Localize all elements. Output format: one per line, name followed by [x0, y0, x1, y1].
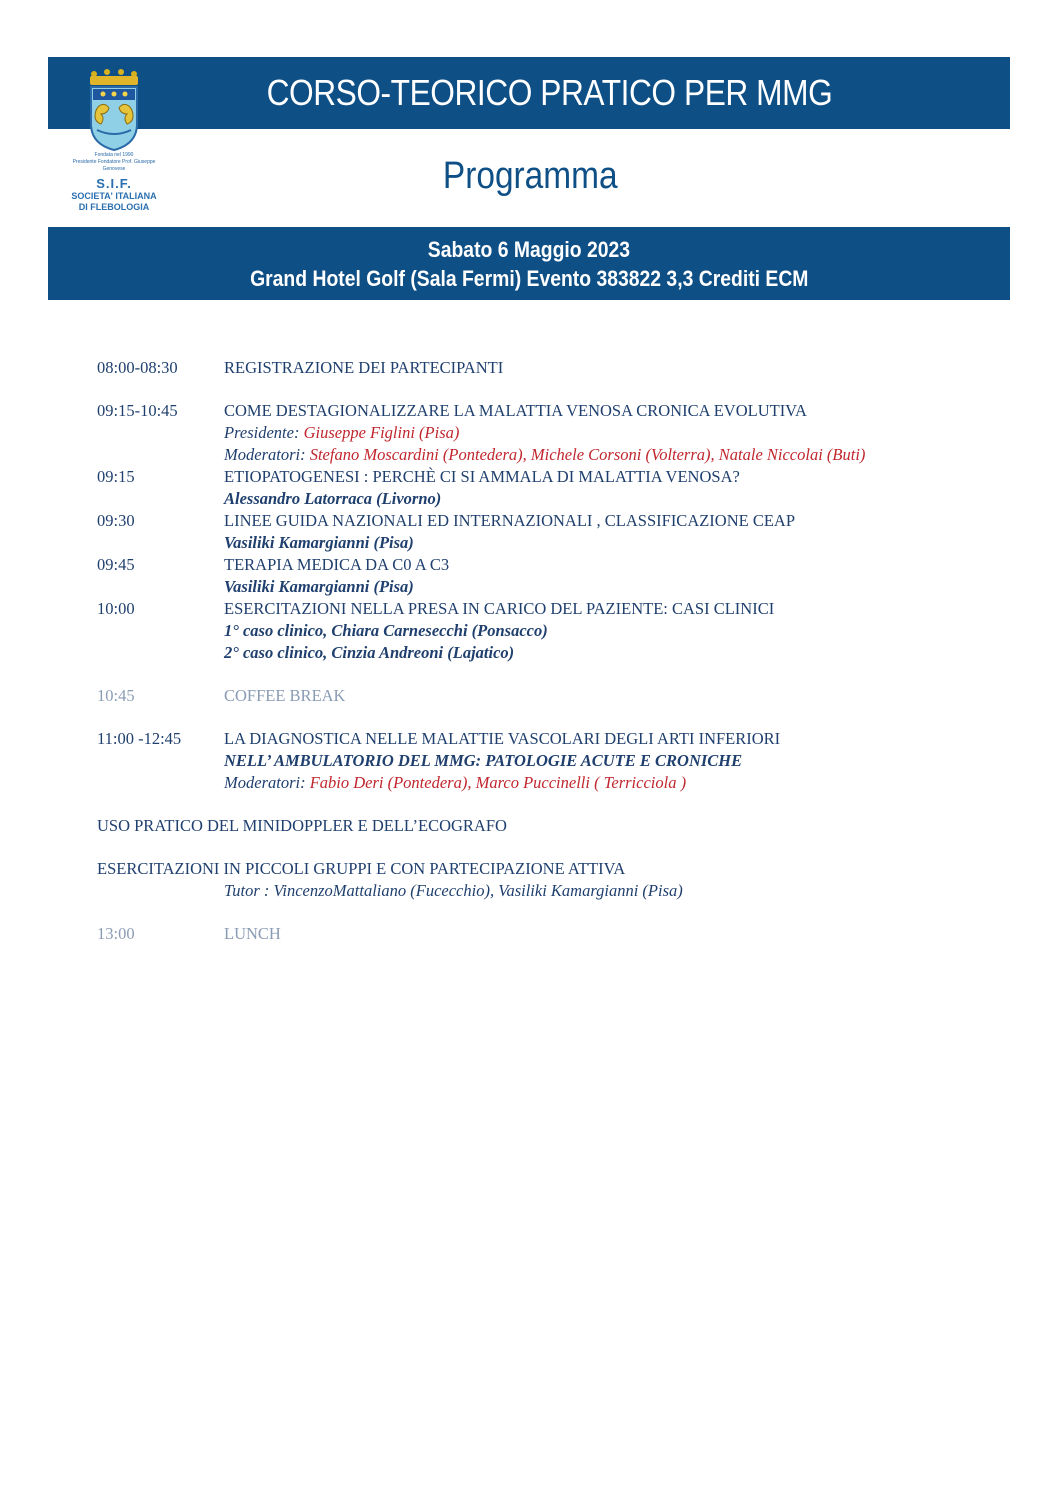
- speaker: Vasiliki Kamargianni (Pisa): [224, 577, 414, 596]
- session-time: 10:00: [97, 599, 135, 618]
- logo-founded: Fondata nel 1990: [94, 152, 134, 158]
- session-time: 09:45: [97, 555, 135, 574]
- program-row: [97, 598, 997, 664]
- session-time: 13:00: [97, 924, 135, 943]
- president-name: Giuseppe Figlini (Pisa): [303, 423, 460, 442]
- session-title: TERAPIA MEDICA DA C0 A C3: [224, 555, 450, 574]
- speaker: Vasiliki Kamargianni (Pisa): [224, 533, 414, 552]
- session-title: LA DIAGNOSTICA NELLE MALATTIE VASCOLARI DEGLI ARTI INFERIORI: [224, 729, 781, 748]
- session-time: 08:00-08:30: [97, 358, 178, 377]
- logo-founder: Presidente Fondatore Prof. Giuseppe Genovese: [72, 159, 156, 172]
- session-title: COME DESTAGIONALIZZARE LA MALATTIA VENOSA CRONICA EVOLUTIVA: [224, 401, 807, 420]
- moderators-line: Moderatori: Fabio Deri (Pontedera), Marco Puccinelli ( Terricciola ): [224, 773, 687, 792]
- session-title: ESERCITAZIONI NELLA PRESA IN CARICO DEL PAZIENTE: CASI CLINICI: [224, 599, 775, 618]
- moderators-names: Stefano Moscardini (Pontedera), Michele Corsoni (Volterra), Natale Niccolai (Buti): [309, 445, 866, 464]
- president-line: Presidente: Giuseppe Figlini (Pisa): [224, 423, 460, 442]
- program-heading: Programma: [442, 155, 618, 197]
- tutors-line: Tutor : VincenzoMattaliano (Fucecchio), Vasiliki Kamargianni (Pisa): [224, 881, 683, 900]
- session-time: 09:30: [97, 511, 135, 530]
- session-title: ETIOPATOGENESI : PERCHÈ CI SI AMMALA DI MALATTIA VENOSA?: [224, 467, 740, 486]
- logo-name-2: DI FLEBOLOGIA: [78, 202, 150, 212]
- program-row: [97, 510, 997, 554]
- speaker: Alessandro Latorraca (Livorno): [224, 489, 442, 508]
- program-row: [97, 554, 997, 598]
- session-title: COFFEE BREAK: [224, 686, 346, 705]
- program-row: [97, 400, 997, 466]
- session-title: LUNCH: [224, 924, 281, 943]
- moderators-line: Moderatori: Stefano Moscardini (Pontedera), Michele Corsoni (Volterra), Natale Niccolai (Buti): [224, 445, 866, 464]
- program-row: [97, 357, 997, 379]
- program-row: [97, 858, 997, 902]
- logo-name-1: SOCIETA' ITALIANA: [71, 191, 157, 201]
- session-title: ESERCITAZIONI IN PICCOLI GRUPPI E CON PARTECIPAZIONE ATTIVA: [97, 859, 626, 878]
- session-time: 09:15: [97, 467, 135, 486]
- clinical-case-1: 1° caso clinico, Chiara Carnesecchi (Ponsacco): [224, 621, 548, 640]
- session-time: 09:15-10:45: [97, 401, 178, 420]
- event-venue: Grand Hotel Golf (Sala Fermi) Evento 383822 3,3 Crediti ECM: [249, 266, 809, 291]
- program-list: [97, 357, 997, 945]
- session-title-2: NELL’ AMBULATORIO DEL MMG: PATOLOGIE ACUTE E CRONICHE: [224, 751, 743, 770]
- program-row: [97, 466, 997, 510]
- session-time: 11:00 -12:45: [97, 729, 182, 748]
- event-info-banner: [48, 227, 1010, 300]
- session-title: LINEE GUIDA NAZIONALI ED INTERNAZIONALI , CLASSIFICAZIONE CEAP: [224, 511, 796, 530]
- event-date: Sabato 6 Maggio 2023: [427, 237, 631, 262]
- program-row: [97, 923, 997, 945]
- program-row: [97, 728, 997, 794]
- title-banner: [48, 57, 1010, 129]
- session-title: REGISTRAZIONE DEI PARTECIPANTI: [224, 358, 504, 377]
- program-row: [97, 685, 997, 707]
- sif-logo: [62, 68, 166, 228]
- moderators-names: Fabio Deri (Pontedera), Marco Puccinelli ( Terricciola ): [309, 773, 687, 792]
- coat-of-arms-icon: [85, 68, 143, 152]
- tutors-names: VincenzoMattaliano (Fucecchio), Vasiliki Kamargianni (Pisa): [273, 881, 683, 900]
- session-time: 10:45: [97, 686, 135, 705]
- clinical-case-2: 2° caso clinico, Cinzia Andreoni (Lajatico): [224, 643, 515, 662]
- course-title: CORSO-TEORICO PRATICO PER MMG: [266, 72, 832, 113]
- program-row: [97, 815, 997, 837]
- session-title: USO PRATICO DEL MINIDOPPLER E DELL’ECOGRAFO: [97, 816, 507, 835]
- logo-abbr: S.I.F.: [96, 176, 132, 191]
